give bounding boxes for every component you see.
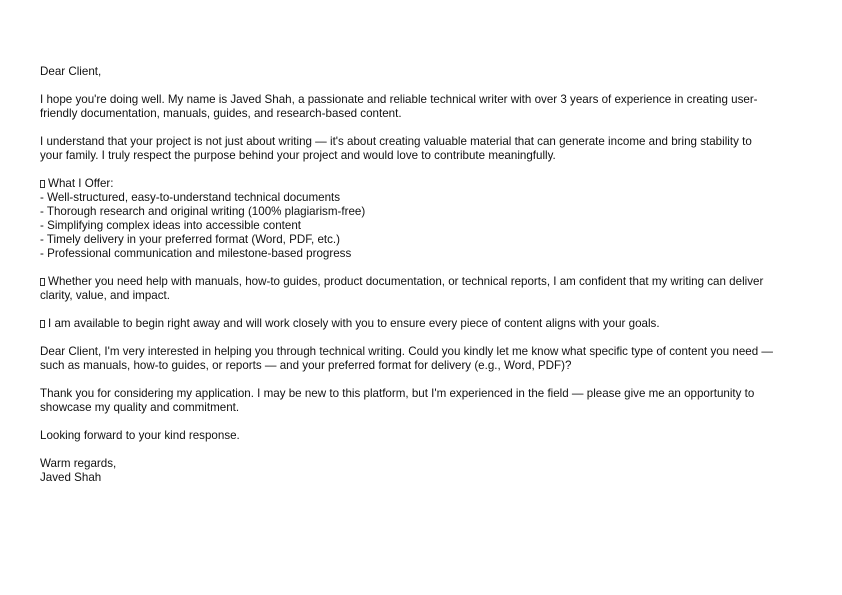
offer-item: - Well-structured, easy-to-understand technical documents: [40, 191, 341, 204]
intro-paragraph: [40, 93, 800, 121]
missing-glyph-icon: [40, 278, 45, 286]
confidence-line-1: [40, 275, 800, 289]
offer-section: [40, 177, 800, 261]
understanding-paragraph: [40, 135, 800, 163]
understanding-line-2: your family. I truly respect the purpose behind your project and would love to contribute meaningfully.: [40, 149, 556, 162]
understanding-line-1: I understand that your project is not just about writing — it's about creating valuable material that can generate income and bring stability to: [40, 135, 752, 148]
offer-heading-text: What I Offer:: [48, 177, 114, 190]
confidence-paragraph: [40, 275, 800, 303]
letter-body: [40, 65, 800, 499]
offer-heading: [40, 177, 800, 191]
offer-item: - Simplifying complex ideas into accessible content: [40, 219, 301, 232]
greeting: [40, 65, 800, 79]
closing-text: Warm regards,: [40, 457, 117, 470]
missing-glyph-icon: [40, 320, 45, 328]
availability-line: [40, 317, 800, 331]
intro-line-1: I hope you're doing well. My name is Javed Shah, a passionate and reliable technical writer with over 3 years of experience in creating user-: [40, 93, 758, 106]
thanks-line-1: Thank you for considering my application. I may be new to this platform, but I'm experienced in the field — please give me an opportunity to: [40, 387, 755, 400]
question-line-1: Dear Client, I'm very interested in helping you through technical writing. Could you kindly let me know what specific type of content you need —: [40, 345, 773, 358]
signature-name: Javed Shah: [40, 471, 102, 484]
thanks-paragraph: [40, 387, 800, 415]
question-paragraph: [40, 345, 800, 373]
availability-text: I am available to begin right away and will work closely with you to ensure every piece of content aligns with your goals.: [48, 317, 660, 330]
sign-off: [40, 457, 800, 485]
question-line-2: such as manuals, how-to guides, or reports — and your preferred format for delivery (e.g., Word, PDF)?: [40, 359, 572, 372]
availability-paragraph: [40, 317, 800, 331]
offer-item: - Timely delivery in your preferred format (Word, PDF, etc.): [40, 233, 341, 246]
offer-item: - Thorough research and original writing (100% plagiarism-free): [40, 205, 366, 218]
looking-forward: [40, 429, 800, 443]
greeting-text: Dear Client,: [40, 65, 102, 78]
looking-forward-text: Looking forward to your kind response.: [40, 429, 240, 442]
thanks-line-2: showcase my quality and commitment.: [40, 401, 240, 414]
offer-item: - Professional communication and milestone-based progress: [40, 247, 352, 260]
intro-line-2: friendly documentation, manuals, guides, and research-based content.: [40, 107, 402, 120]
confidence-line-2: clarity, value, and impact.: [40, 289, 170, 302]
confidence-line-1-text: Whether you need help with manuals, how-to guides, product documentation, or technical reports, I am confident that my writing can deliver: [48, 275, 764, 288]
missing-glyph-icon: [40, 180, 45, 188]
